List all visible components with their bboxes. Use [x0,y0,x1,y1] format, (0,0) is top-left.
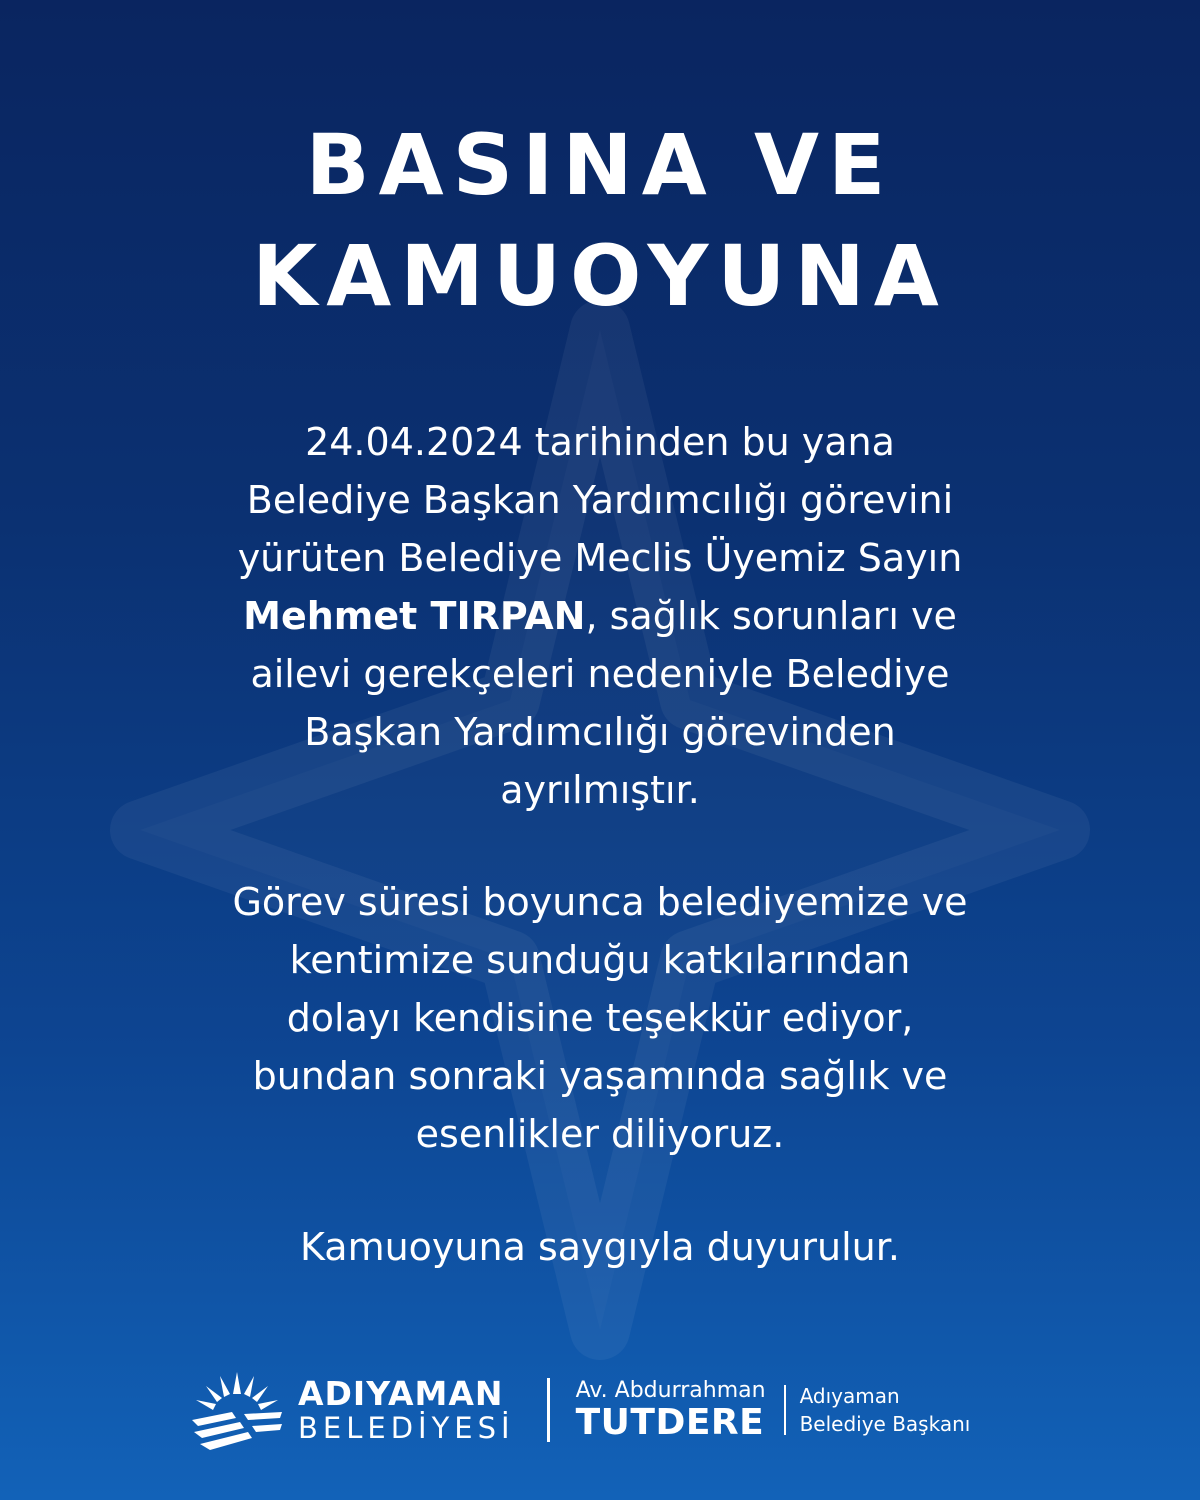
brand-block [298,1376,515,1444]
brand-name: ADIYAMAN [298,1374,504,1413]
announcement-paragraph-1 [0,413,1200,819]
title-line-1: BASINA VE [305,116,895,214]
announcement-paragraph-2 [0,873,1200,1163]
mayor-last-name: TUTDERE [575,1402,765,1443]
footer-signature [188,1365,970,1455]
paragraph-line: esenlikler diliyoruz. [415,1112,785,1156]
paragraph-line: 24.04.2024 tarihinden bu yana [305,420,895,464]
announcement-closing [0,1218,1200,1276]
paragraph-line: dolayı kendisine teşekkür ediyor, [286,996,914,1040]
paragraph-line: ailevi gerekçeleri nedeniyle Belediye [250,652,950,696]
footer-divider-thin [784,1385,786,1435]
mayor-name-block [576,1378,766,1442]
paragraph-text: , sağlık sorunları ve [585,594,957,638]
paragraph-line: yürüten Belediye Meclis Üyemiz Sayın [237,536,963,580]
footer-divider [547,1378,550,1442]
paragraph-line: bundan sonraki yaşamında sağlık ve [252,1054,948,1098]
mayor-first-name: Av. Abdurrahman [575,1378,766,1403]
role-line-1: Adıyaman [799,1384,900,1408]
adiyaman-sun-logo-icon [188,1368,286,1452]
paragraph-line: Kamuoyuna saygıyla duyurulur. [300,1225,900,1269]
mayor-role-block [800,1382,971,1438]
brand-subtitle: BELEDİYESİ [298,1411,515,1445]
title-line-2: KAMUOYUNA [252,227,948,325]
role-line-2: Belediye Başkanı [799,1412,971,1436]
paragraph-line: Görev süresi boyunca belediyemize ve [232,880,968,924]
paragraph-line: Belediye Başkan Yardımcılığı görevini [246,478,954,522]
paragraph-line: kentimize sunduğu katkılarından [289,938,911,982]
paragraph-line [0,587,1200,645]
person-name: Mehmet TIRPAN [243,594,586,638]
paragraph-line: Başkan Yardımcılığı görevinden [304,710,896,754]
paragraph-line: ayrılmıştır. [500,768,700,812]
